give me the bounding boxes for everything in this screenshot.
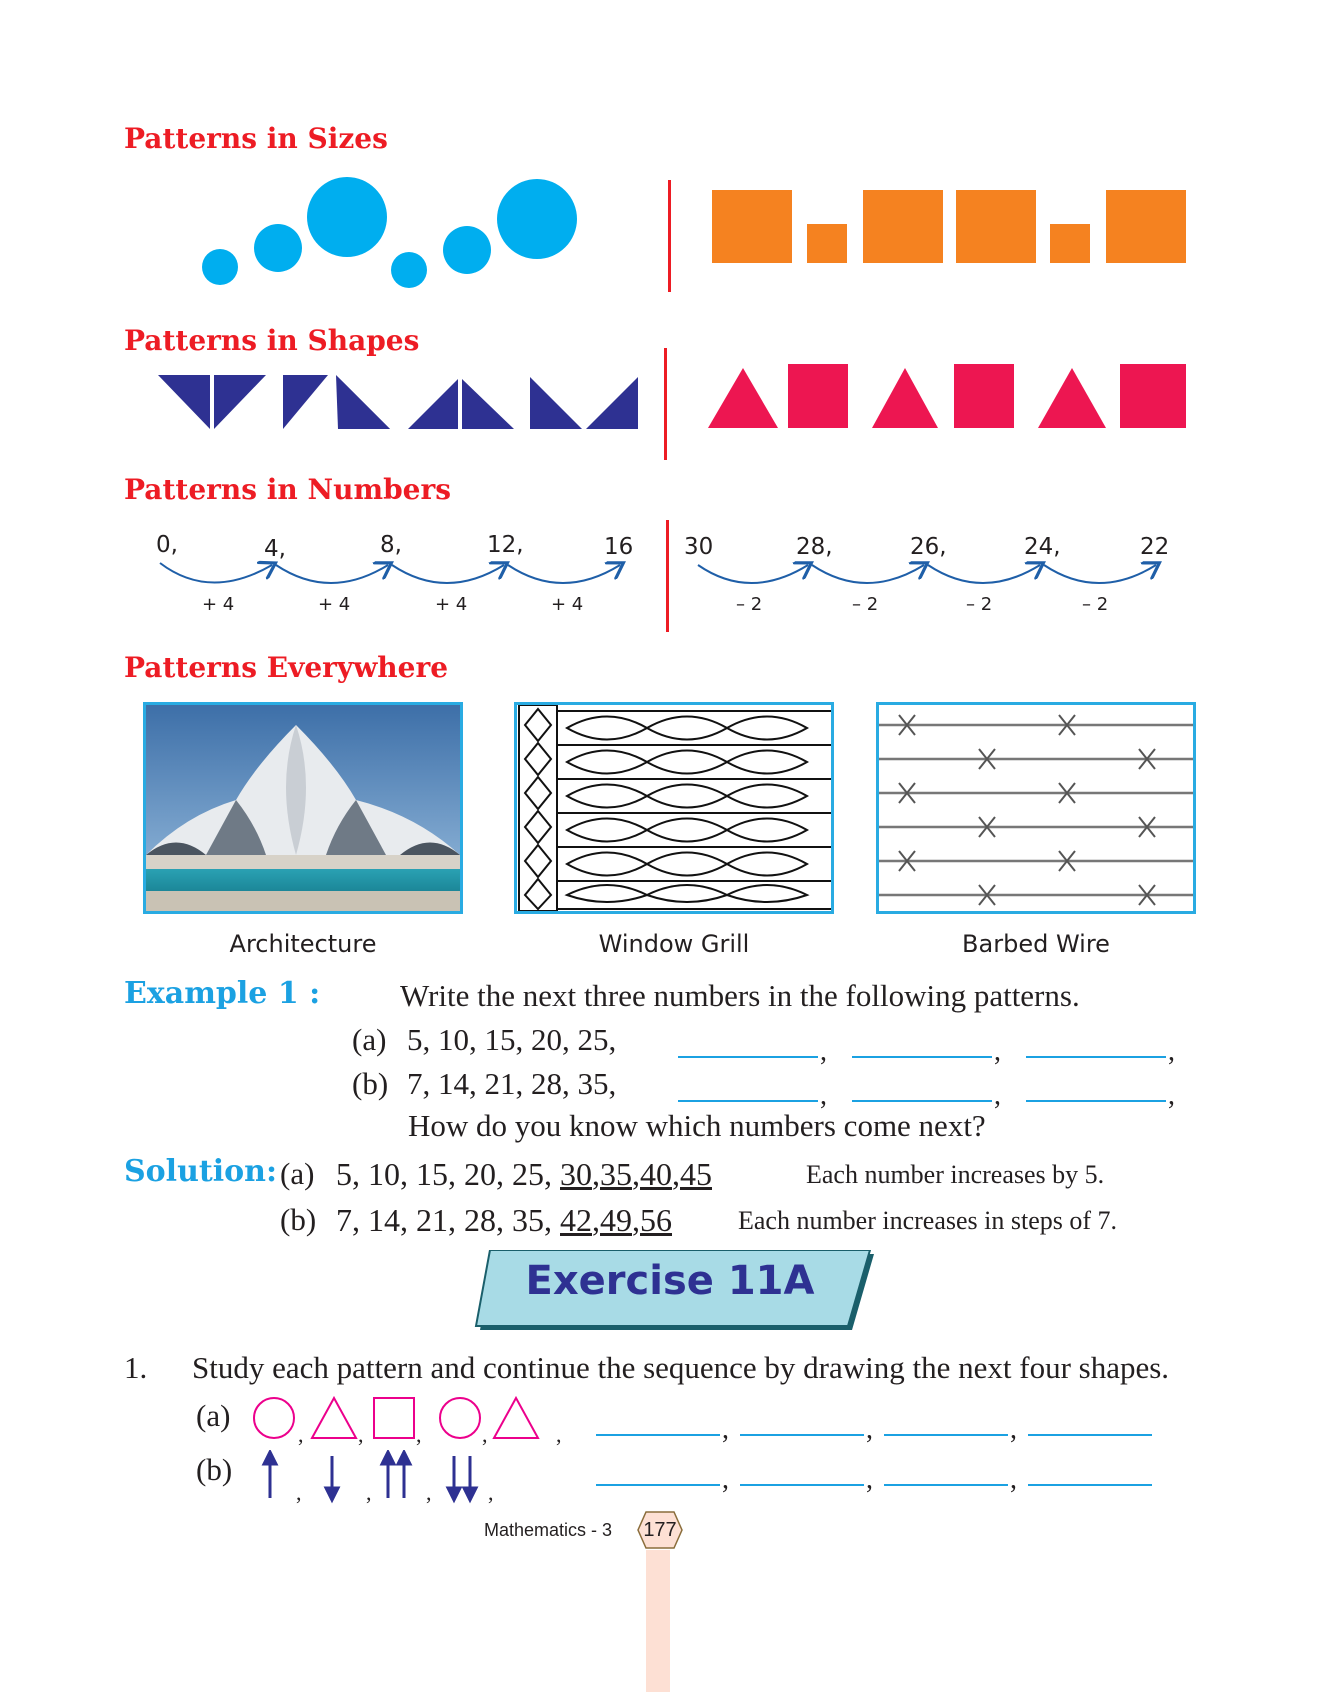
comma: , (1168, 1080, 1175, 1111)
pattern-term: 4, (264, 536, 286, 562)
solution-label: Solution: (124, 1154, 278, 1189)
answer-blank[interactable] (884, 1434, 1008, 1436)
pattern-term: 28, (796, 534, 833, 560)
triangle-piece (336, 375, 390, 429)
triangle-piece (462, 379, 514, 429)
arc-arrow (928, 565, 1040, 583)
q1-a-label: (a) (196, 1398, 231, 1433)
solution-b-label: (b) (280, 1202, 317, 1237)
triangle-outline-icon (494, 1398, 538, 1438)
answer-blank[interactable] (1028, 1434, 1152, 1436)
triangle-piece (283, 375, 328, 429)
small-square (1050, 224, 1090, 263)
comma: , (1010, 1464, 1017, 1495)
answer-blank[interactable] (740, 1434, 864, 1436)
step-label: + 4 (318, 594, 351, 615)
arc-arrow (1044, 565, 1156, 583)
answer-blank[interactable] (852, 1100, 992, 1102)
triangle-piece (214, 375, 266, 429)
triangle-piece (530, 377, 582, 429)
pink-triangle (872, 368, 938, 428)
solution-b-note: Each number increases in steps of 7. (738, 1206, 1118, 1235)
answer-blank[interactable] (678, 1100, 818, 1102)
square-size-pattern (710, 180, 1200, 270)
solution-answer: 40 (640, 1156, 672, 1192)
large-circle (497, 179, 577, 259)
solution-answer: 45 (680, 1156, 712, 1192)
up-arrow-icon (398, 1452, 410, 1464)
arc-arrow (508, 565, 620, 583)
down-arrow-icon (448, 1488, 460, 1500)
medium-circle (254, 224, 302, 272)
pink-triangle (1038, 368, 1106, 428)
step-label: – 2 (966, 594, 993, 615)
comma: , (866, 1464, 873, 1495)
medium-circle (443, 226, 491, 274)
triangle-piece (158, 375, 210, 429)
pattern-term: 12, (487, 532, 524, 558)
comma: , (866, 1414, 873, 1445)
q1-a-shape-sequence (250, 1392, 570, 1452)
architecture-photo (143, 702, 463, 914)
q1-b-label: (b) (196, 1452, 233, 1487)
example-label: Example 1 : (124, 976, 321, 1011)
pattern-term: 0, (156, 532, 178, 558)
example-question: How do you know which numbers come next? (408, 1108, 986, 1143)
answer-blank[interactable] (678, 1056, 818, 1058)
svg-text:,: , (358, 1422, 364, 1447)
pattern-term: 24, (1024, 534, 1061, 560)
solution-answer: 30 (560, 1156, 592, 1192)
svg-text:,: , (556, 1422, 562, 1447)
solution-answer: 49 (600, 1202, 632, 1238)
window-grill-photo (514, 702, 834, 914)
comma: , (722, 1414, 729, 1445)
small-circle (391, 252, 427, 288)
solution-answer: 35 (600, 1156, 632, 1192)
triangle-outline-icon (312, 1398, 356, 1438)
pink-square (954, 364, 1014, 428)
svg-text:,: , (488, 1480, 494, 1505)
example-b-label: (b) (352, 1066, 389, 1101)
svg-text:,: , (426, 1480, 432, 1505)
step-label: + 4 (551, 594, 584, 615)
comma: , (1168, 1036, 1175, 1067)
barbed-wire-photo (876, 702, 1196, 914)
solution-a-given: 5, 10, 15, 20, 25, (336, 1156, 552, 1192)
pattern-term: 8, (380, 532, 402, 558)
answer-blank[interactable] (596, 1434, 720, 1436)
step-label: – 2 (736, 594, 763, 615)
circle-size-pattern (190, 170, 610, 300)
down-arrow-icon (326, 1488, 338, 1500)
circle-outline-icon (254, 1398, 294, 1438)
answer-blank[interactable] (1028, 1484, 1152, 1486)
example-b-sequence: 7, 14, 21, 28, 35, (407, 1066, 617, 1101)
comma: , (994, 1036, 1001, 1067)
up-arrow-icon (264, 1452, 276, 1464)
svg-text:,: , (416, 1422, 422, 1447)
section-divider (664, 348, 667, 460)
comma: , (722, 1464, 729, 1495)
answer-blank[interactable] (1026, 1056, 1166, 1058)
pattern-term: 16 (604, 534, 634, 560)
pink-triangle (708, 368, 778, 428)
solution-a-label: (a) (280, 1156, 315, 1191)
example-instruction: Write the next three numbers in the following patterns. (400, 978, 1080, 1013)
solution-b-given: 7, 14, 21, 28, 35, (336, 1202, 552, 1238)
down-arrow-icon (464, 1488, 476, 1500)
heading-numbers: Patterns in Numbers (124, 473, 451, 506)
question-text: Study each pattern and continue the sequence by drawing the next four shapes. (192, 1350, 1170, 1385)
triangle-piece (586, 377, 638, 429)
svg-text:,: , (296, 1480, 302, 1505)
svg-text:,: , (366, 1480, 372, 1505)
answer-blank[interactable] (740, 1484, 864, 1486)
comma: , (1010, 1414, 1017, 1445)
big-square (1106, 190, 1186, 263)
pattern-term: 26, (910, 534, 947, 560)
big-square (712, 190, 792, 263)
step-label: + 4 (202, 594, 235, 615)
heading-everywhere: Patterns Everywhere (124, 651, 449, 684)
small-square (807, 224, 847, 263)
page-tab-strip (646, 1550, 670, 1692)
example-a-sequence: 5, 10, 15, 20, 25, (407, 1022, 617, 1057)
comma: , (994, 1080, 1001, 1111)
large-circle (307, 177, 387, 257)
small-circle (202, 249, 238, 285)
step-label: – 2 (1082, 594, 1109, 615)
circle-outline-icon (440, 1398, 480, 1438)
answer-blank[interactable] (884, 1484, 1008, 1486)
arc-arrow (160, 563, 272, 583)
question-number: 1. (124, 1350, 148, 1385)
solution-b-line: 7, 14, 21, 28, 35, 42,49,56 (336, 1202, 672, 1238)
navy-triangle-pattern (158, 375, 648, 435)
caption-window-grill: Window Grill (598, 930, 750, 958)
exercise-title: Exercise 11A (525, 1258, 815, 1304)
pattern-term: 30 (684, 534, 714, 560)
solution-answer: 56 (640, 1202, 672, 1238)
caption-barbed-wire: Barbed Wire (962, 930, 1110, 958)
q1-b-arrow-sequence (254, 1450, 514, 1506)
arc-arrow (276, 565, 388, 583)
pattern-term: 22 (1140, 534, 1170, 560)
arc-arrow (812, 565, 924, 583)
heading-shapes: Patterns in Shapes (124, 324, 420, 357)
triangle-piece (408, 379, 458, 429)
pink-square (1120, 364, 1186, 428)
section-divider (668, 180, 671, 292)
heading-sizes: Patterns in Sizes (124, 122, 388, 155)
svg-text:,: , (298, 1422, 304, 1447)
comma: , (820, 1036, 827, 1067)
step-label: – 2 (852, 594, 879, 615)
big-square (956, 190, 1036, 263)
solution-answer: 42 (560, 1202, 592, 1238)
up-arrow-icon (382, 1452, 394, 1464)
example-a-label: (a) (352, 1022, 387, 1057)
page-number: 177 (643, 1519, 677, 1541)
answer-blank[interactable] (1026, 1100, 1166, 1102)
step-label: + 4 (435, 594, 468, 615)
answer-blank[interactable] (596, 1484, 720, 1486)
answer-blank[interactable] (852, 1056, 992, 1058)
pink-square (788, 364, 848, 428)
solution-a-note: Each number increases by 5. (806, 1160, 1105, 1189)
solution-a-line: 5, 10, 15, 20, 25, 30,35,40,45 (336, 1156, 712, 1192)
svg-text:,: , (482, 1422, 488, 1447)
caption-architecture: Architecture (229, 930, 377, 958)
square-outline-icon (374, 1398, 414, 1438)
section-divider (666, 520, 669, 632)
comma: , (820, 1080, 827, 1111)
arc-arrow (392, 565, 504, 583)
footer-book-title: Mathematics - 3 (484, 1520, 613, 1540)
triangle-square-pattern (708, 364, 1198, 432)
big-square (863, 190, 943, 263)
arc-arrow (698, 565, 808, 583)
